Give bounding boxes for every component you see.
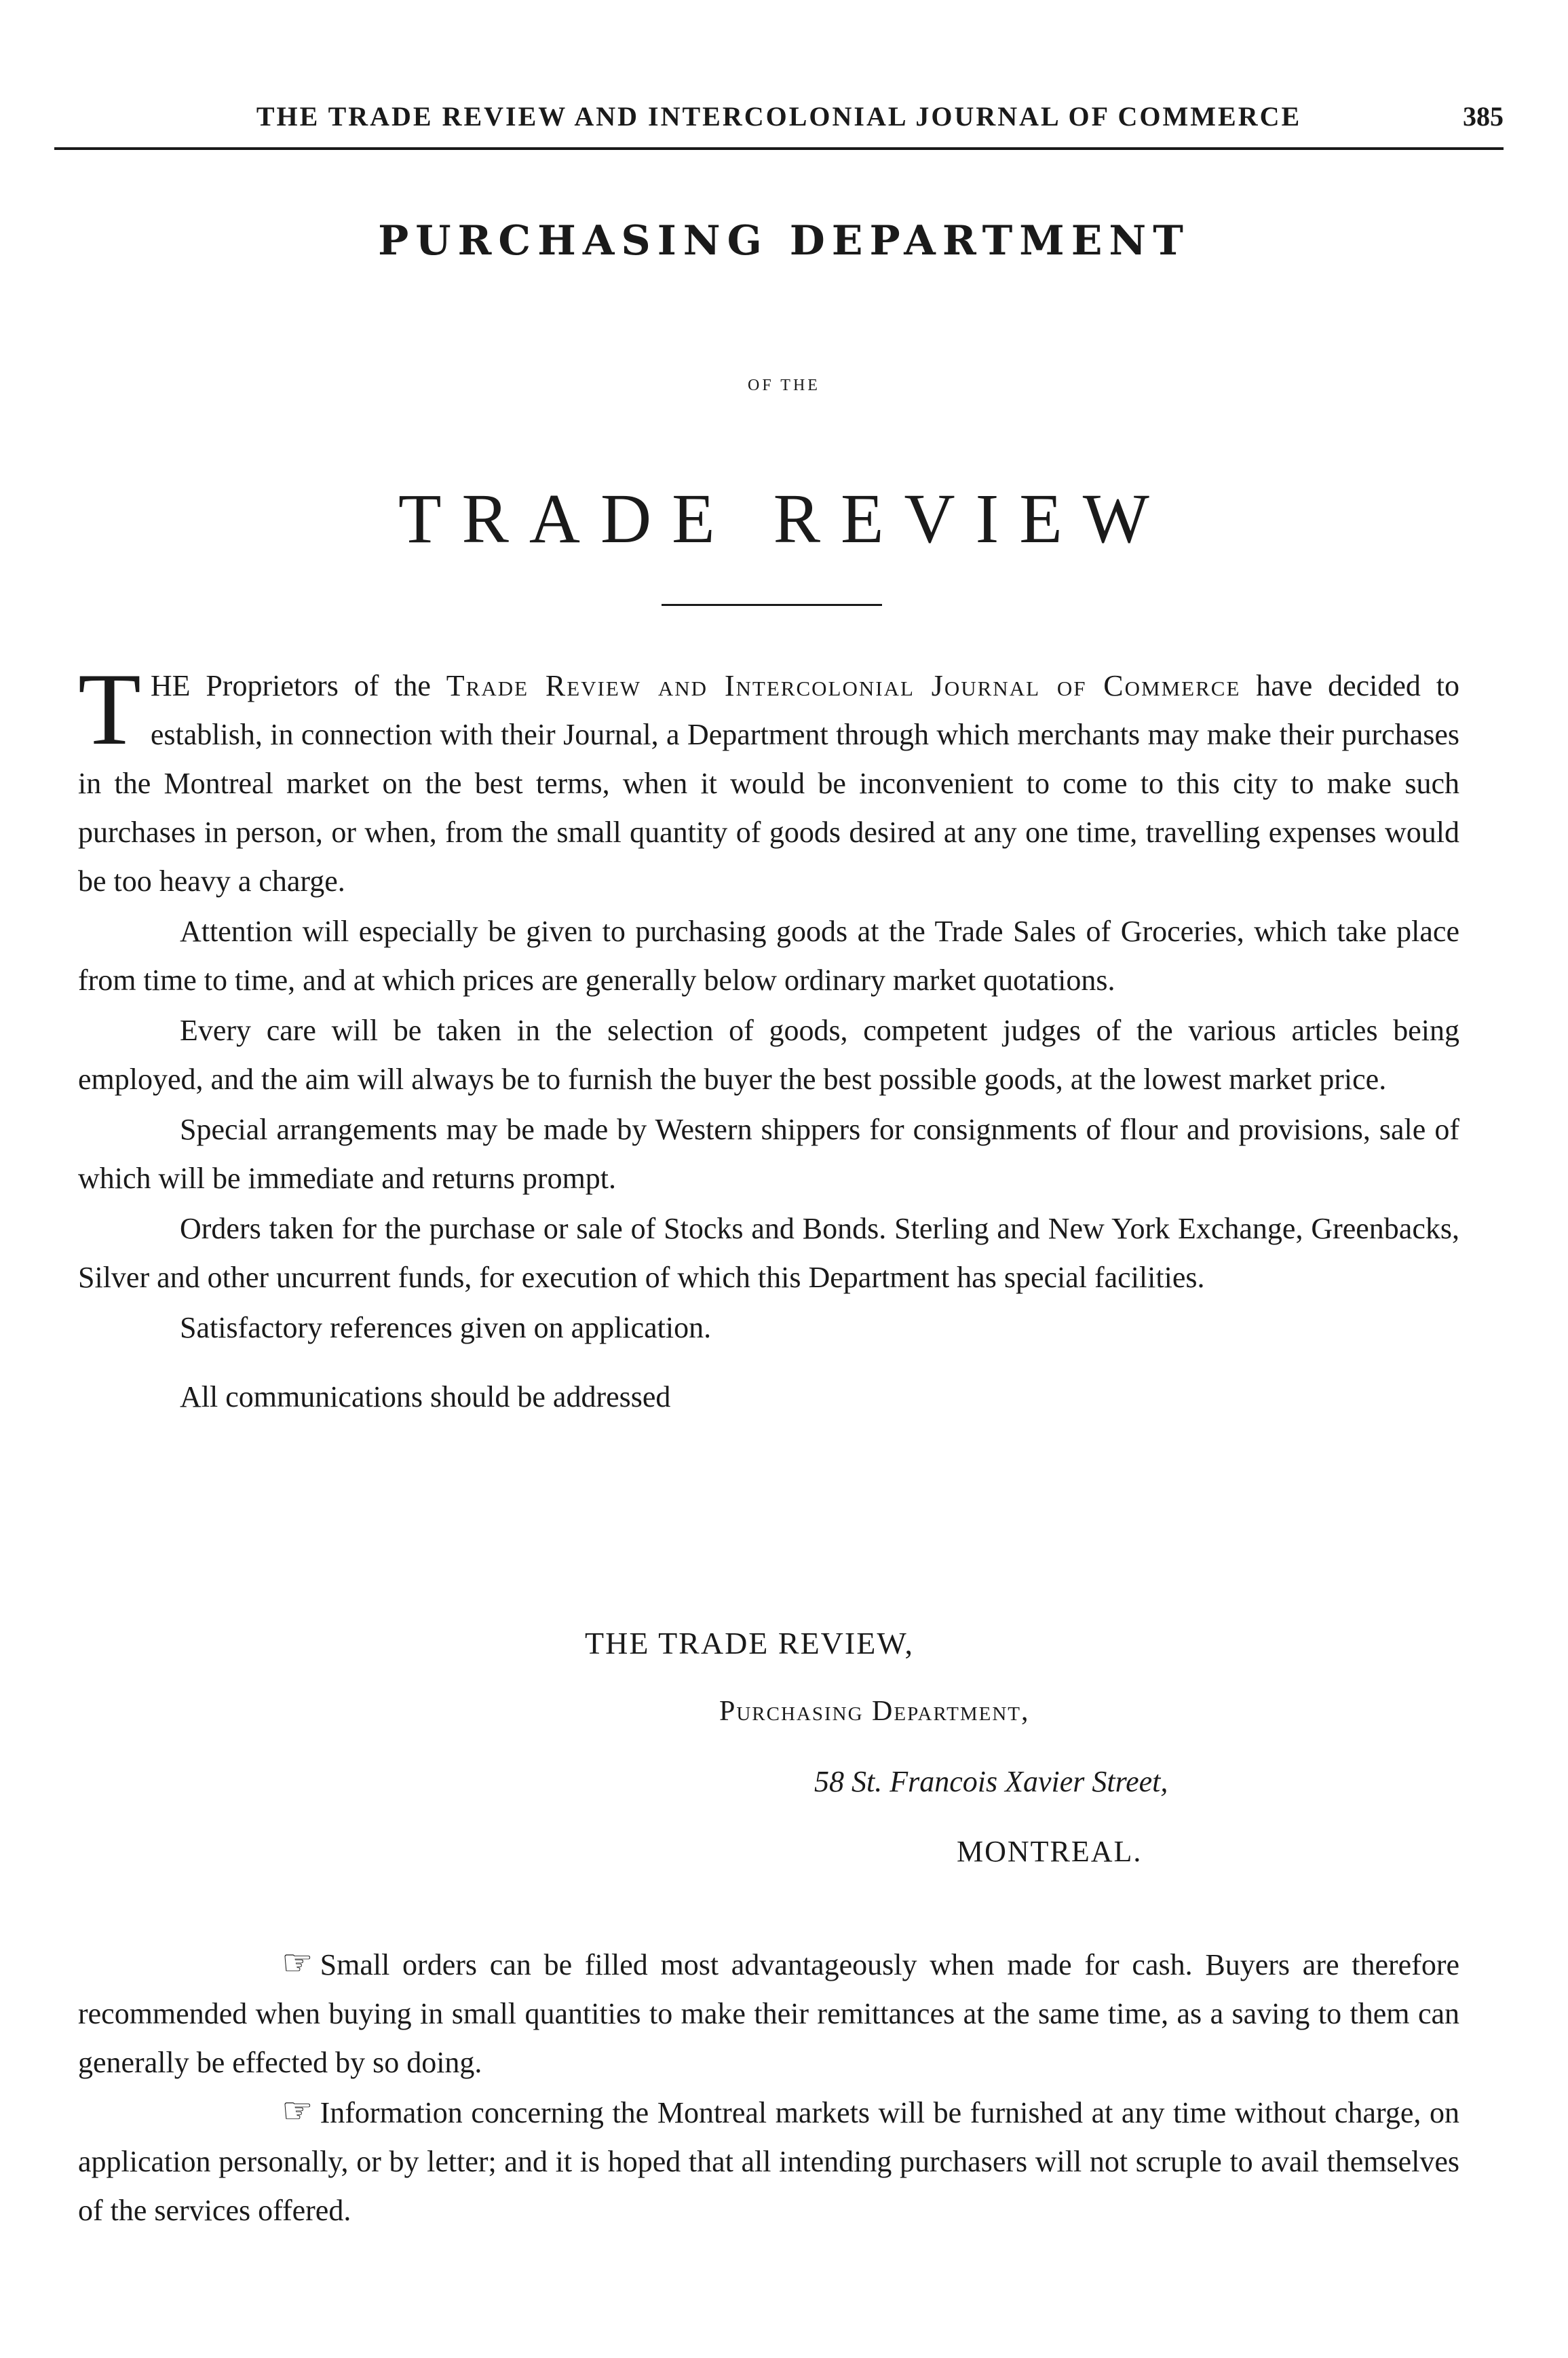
- paragraph-communications: All communications should be addressed: [180, 1380, 671, 1413]
- paragraph-stocks: Orders taken for the purchase or sale of Stocks and Bonds. Sterling and New York Exchange, Greenbacks, Silver and other uncurrent funds, for execution of which this Department has special facilities.: [78, 1212, 1459, 1294]
- paragraph-trade-sales: Attention will especially be given to purchasing goods at the Trade Sales of Groceries, which take place from time to time, and at which prices are generally below ordinary market quotations.: [78, 915, 1459, 997]
- page-number: 385: [1463, 101, 1504, 132]
- intro-journal-name: Intercolonial Journal of Commerce: [724, 669, 1241, 702]
- address-line-4: MONTREAL.: [957, 1835, 1143, 1868]
- title-rule: [662, 604, 882, 606]
- drop-cap: T: [78, 652, 141, 766]
- paragraph-consignments: Special arrangements may be made by Western shippers for consignments of flour and provisions, sale of which will be immediate and returns prompt.: [78, 1113, 1459, 1195]
- intro-lead: HE Proprietors of the: [150, 669, 446, 702]
- address-line-2: Purchasing Department,: [719, 1696, 1030, 1727]
- running-title: THE TRADE REVIEW AND INTERCOLONIAL JOURNAL OF COMMERCE: [256, 101, 1302, 132]
- address-line-1: THE TRADE REVIEW,: [585, 1626, 915, 1660]
- note-small-orders-text: Small orders can be filled most advantageously when made for cash. Buyers are therefore recommended when buying in small quantities to make their remittances at the same time, as a saving to them can generally be effected by so doing.: [78, 1948, 1459, 2079]
- address-line-3: 58 St. Francois Xavier Street,: [814, 1765, 1168, 1798]
- note-information-text: Information concerning the Montreal markets will be furnished at any time without charge, on application personally, or by letter; and it is hoped that all intending purchasers will not scruple to avail themselves of the services offered.: [78, 2096, 1459, 2227]
- paragraph-intro: [78, 652, 1459, 906]
- body-text: [78, 652, 1459, 1422]
- pointing-hand-icon: ☞: [282, 2091, 313, 2131]
- notes: [78, 1941, 1459, 2235]
- paragraph-references: Satisfactory references given on application.: [180, 1311, 712, 1344]
- of-the-label: OF THE: [748, 377, 820, 394]
- intro-rest: have decided to establish, in connection with their Journal, a Department through which merchants may make their purchases in the Montreal market on the best terms, when it would be inconvenient to come to this city to make such purchases in person, or when, from the small quantity of goods desired at any one time, travelling expenses would be too heavy a charge.: [78, 669, 1459, 898]
- note-small-orders: [78, 1941, 1459, 2087]
- intro-and: and: [641, 669, 725, 702]
- department-title: PURCHASING DEPARTMENT: [378, 217, 1190, 265]
- paragraph-selection: Every care will be taken in the selection of goods, competent judges of the various articles being employed, and the aim will always be to furnish the buyer the best possible goods, at the lowest market price.: [78, 1014, 1459, 1096]
- publication-title: TRADE REVIEW: [398, 480, 1170, 558]
- running-header: [54, 100, 1504, 141]
- note-information: [78, 2089, 1459, 2235]
- intro-trade-review: Trade Review: [446, 669, 642, 702]
- header-rule: [54, 147, 1504, 150]
- pointing-hand-icon: ☞: [282, 1943, 313, 1983]
